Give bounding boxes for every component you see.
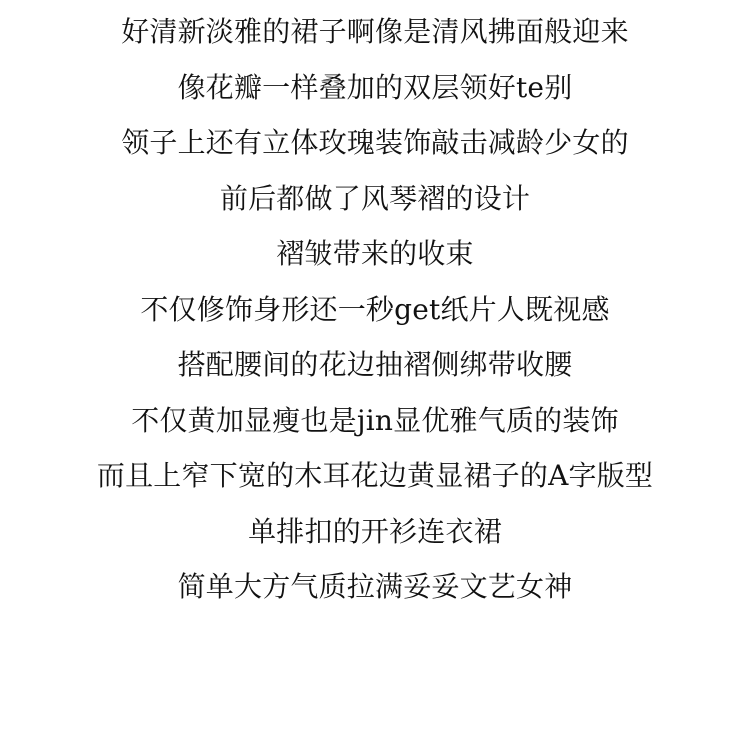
description-line: 简单大方气质拉满妥妥文艺女神 (177, 570, 573, 603)
product-description (0, 4, 750, 615)
description-line: 前后都做了风琴褶的设计 (219, 181, 531, 215)
description-line: 单排扣的开衫连衣裙 (248, 514, 502, 548)
description-line: 搭配腰间的花边抽褶侧绑带收腰 (177, 348, 573, 381)
description-line: 像花瓣一样叠加的双层领好te别 (177, 70, 573, 104)
description-line: 好清新淡雅的裙子啊像是清风拂面般迎来 (121, 15, 629, 48)
description-line: 褶皱带来的收束 (276, 237, 474, 270)
description-line: 不仅修饰身形还一秒get纸片人既视感 (140, 292, 610, 326)
description-line: 而且上窄下宽的木耳花边黄显裙子的A字版型 (96, 459, 654, 492)
description-line: 不仅黄加显瘦也是jin显优雅气质的装饰 (131, 403, 619, 437)
description-line: 领子上还有立体玫瑰装饰敲击减龄少女的 (121, 126, 629, 159)
